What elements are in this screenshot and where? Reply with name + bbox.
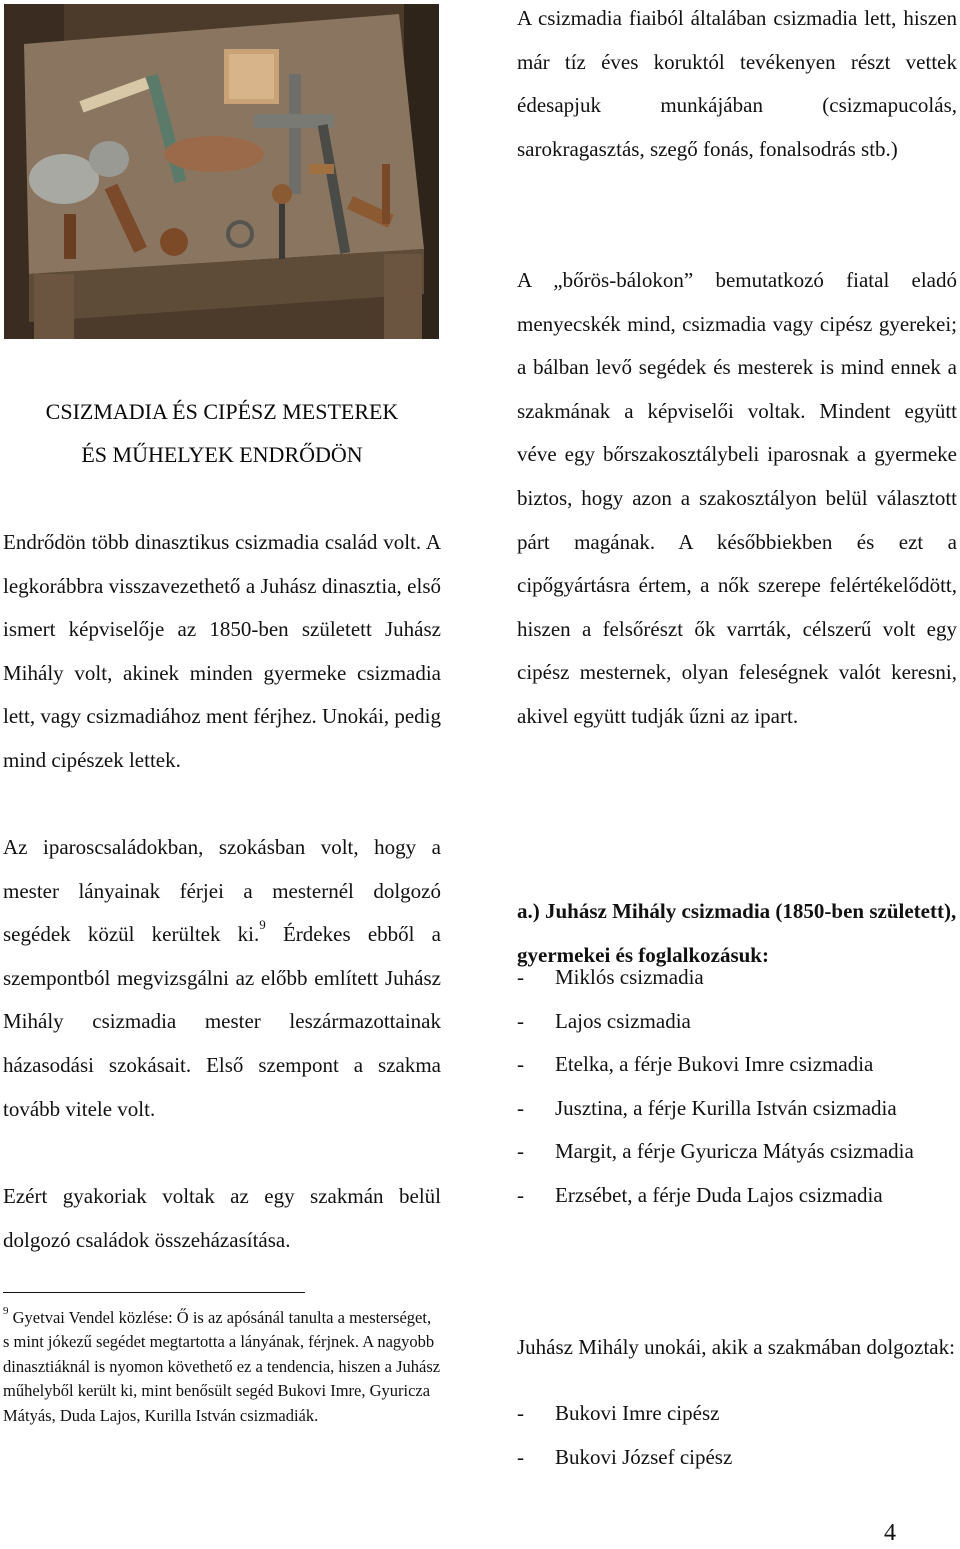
article-title (3, 390, 441, 476)
list-item: - Margit, a férje Gyuricza Mátyás csizmadia (517, 1130, 957, 1174)
ball-paragraph: A „bőrös-bálokon” bemutatkozó fiatal eladó menyecskék mind, csizmadia vagy cipész gyerekei; a bálban levő segédek és mesterek is mind ennek a szakmának a képviselői voltak. Mindent együtt véve egy bőrszakosztálybeli iparosnak a gyermeke biztos, hogy azon a szakosztályon belül választott párt magának. A későbbiekben és ezt a cipőgyártásra értem, a nők szerepe felértékelődött, hiszen a felsőrészt ők varrták, célszerű volt egy cipész mesternek, olyan feleségnek valót keresni, akivel együtt tudják űzni az ipart. (517, 268, 957, 728)
workshop-tools-icon (4, 4, 439, 339)
footnote-text: Gyetvai Vendel közlése: Ő is az apósánál tanulta a mesterséget, s mint jókezű segédet megtartotta a lányának, férjnek. A nagyobb dinasztiáknál is nyomon követhető ez a tendencia, hiszen a Juhász műhelyből került ki, mint benősült segéd Bukovi Imre, Gyuricza Mátyás, Duda Lajos, Kurilla István csizmadiák. (3, 1308, 441, 1425)
footnote-ref: 9 (259, 917, 266, 933)
workshop-photo (4, 4, 439, 339)
grandchildren-intro: Juhász Mihály unokái, akik a szakmában dolgoztak: (517, 1335, 955, 1359)
list-item: - Etelka, a férje Bukovi Imre csizmadia (517, 1043, 957, 1087)
sons-paragraph: A csizmadia fiaiból általában csizmadia lett, hiszen már tíz éves koruktól tevékenyen részt vettek édesapjuk munkájában (csizmapucolás, sarokragasztás, szegő fonás, fonalsodrás stb.) (517, 6, 957, 161)
list-item: - Lajos csizmadia (517, 1000, 957, 1044)
footnote-number: 9 (3, 1304, 9, 1317)
section-heading: a.) Juhász Mihály csizmadia (1850-ben született), gyermekei és foglalkozásuk: (517, 899, 957, 967)
list-item: - Bukovi Imre cipész (517, 1392, 957, 1436)
list-item: - Miklós csizmadia (517, 956, 957, 1000)
marriage-paragraph: Ezért gyakoriak voltak az egy szakmán belül dolgozó családok összeházasítása. (3, 1184, 441, 1252)
family-custom-text-2: Érdekes ebből a szempontból megvizsgálni az előbb említett Juhász Mihály csizmadia mester leszármazottainak házasodási szokásait. Első szempont a szakma tovább vitele volt. (3, 922, 441, 1121)
children-list (517, 956, 957, 1218)
title-line-1: CSIZMADIA ÉS CIPÉSZ MESTEREK (45, 399, 399, 424)
page-number: 4 (884, 1520, 896, 1546)
list-item: - Jusztina, a férje Kurilla István csizmadia (517, 1087, 957, 1131)
list-item: - Erzsébet, a férje Duda Lajos csizmadia (517, 1174, 957, 1218)
intro-paragraph: Endrődön több dinasztikus csizmadia család volt. A legkorábbra visszavezethető a Juhász dinasztia, első ismert képviselője az 1850-ben született Juhász Mihály volt, akinek minden gyermeke csizmadia lett, vagy csizmadiához ment férjhez. Unokái, pedig mind cipészek lettek. (3, 530, 441, 772)
footnote (3, 1306, 441, 1428)
list-item: - Bukovi József cipész (517, 1436, 957, 1480)
footnote-divider (3, 1292, 305, 1293)
title-line-2: ÉS MŰHELYEK ENDRŐDÖN (81, 442, 363, 467)
family-custom-text: Az iparoscsaládokban, szokásban volt, hogy a mester lányainak férjei a mesternél dolgozó segédek közül kerültek ki. (3, 835, 441, 947)
family-custom-paragraph (3, 826, 441, 1131)
grandchildren-list (517, 1392, 957, 1479)
